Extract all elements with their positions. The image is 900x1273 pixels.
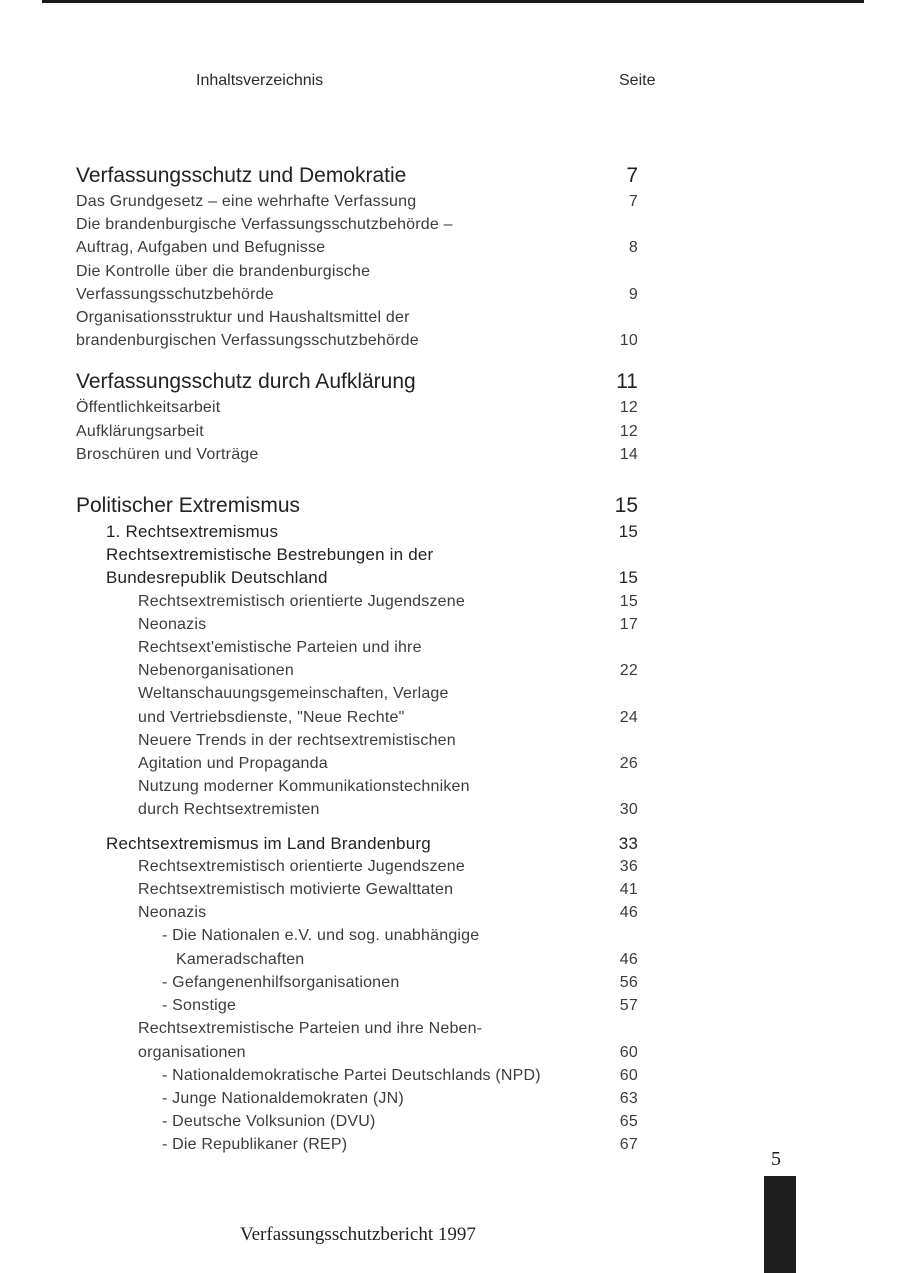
toc-entry	[76, 329, 646, 352]
toc-entry	[76, 443, 646, 466]
toc-entry	[76, 855, 646, 878]
toc-entry-title: Rechtsext'emistische Parteien und ihre	[138, 639, 422, 657]
toc-entry	[76, 396, 646, 419]
toc-entry	[76, 994, 646, 1017]
toc-entry	[76, 590, 646, 613]
toc-entry-title: Rechtsextremistisch orientierte Jugendszene	[138, 857, 465, 875]
toc-entry	[76, 1064, 646, 1087]
toc-entry	[76, 706, 646, 729]
toc-entry-title: und Vertriebsdienste, "Neue Rechte"	[138, 708, 405, 726]
toc-entry	[76, 948, 646, 971]
toc-entry	[76, 878, 646, 901]
toc-entry-title: Verfassungsschutzbehörde	[76, 285, 274, 303]
toc-entry	[76, 306, 646, 329]
toc-entry-title: Neuere Trends in der rechtsextremistischen	[138, 731, 456, 749]
toc-entry-title: Rechtsextremistisch motivierte Gewalttaten	[138, 881, 454, 899]
toc-entry-title: - Deutsche Volksunion (DVU)	[162, 1113, 376, 1131]
toc-entry	[76, 162, 646, 190]
toc-entry-page: 57	[619, 997, 638, 1015]
toc-entry-page: 7	[628, 193, 638, 210]
toc-entry	[76, 1017, 646, 1040]
toc-entry-title: Kameradschaften	[176, 950, 305, 968]
toc-entry	[76, 260, 646, 283]
toc-entry	[76, 613, 646, 636]
toc-entry	[76, 775, 646, 798]
toc-entry-page: 56	[619, 973, 638, 991]
thumb-index-marker	[764, 1176, 796, 1273]
toc-entry	[76, 1133, 646, 1156]
toc-entry-title: Verfassungsschutz und Demokratie	[76, 164, 407, 187]
toc-entry	[76, 368, 646, 396]
toc-entry	[76, 420, 646, 443]
toc-entry	[76, 1041, 646, 1064]
toc-entry	[76, 1110, 646, 1133]
toc-entry-title: Politischer Extremismus	[76, 494, 301, 518]
toc-entry	[76, 971, 646, 994]
toc-entry	[76, 752, 646, 775]
toc-entry-page: 15	[619, 592, 638, 610]
toc-entry-title: Rechtsextremistisch orientierte Jugendszene	[138, 592, 465, 610]
toc-entry-page: 33	[618, 833, 638, 853]
toc-entry-title: organisationen	[138, 1043, 246, 1061]
toc-entry	[76, 901, 646, 924]
toc-entry-title: Öffentlichkeitsarbeit	[76, 399, 221, 417]
toc-entry-title: Die brandenburgische Verfassungsschutzbehörde –	[76, 216, 453, 234]
toc-entry	[76, 213, 646, 236]
toc-entry-page: 41	[619, 881, 638, 899]
toc-entry-title: 1. Rechtsextremismus	[106, 522, 279, 542]
toc-entry-title: Aufklärungsarbeit	[76, 422, 204, 440]
toc-entry	[76, 283, 646, 306]
toc-entry-page: 8	[628, 239, 638, 257]
toc-entry	[76, 190, 646, 213]
toc-entry-title: Broschüren und Vorträge	[76, 445, 259, 463]
toc-entry-page: 15	[614, 494, 638, 518]
toc-entry-page: 14	[619, 445, 638, 463]
toc-entry-title: - Junge Nationaldemokraten (JN)	[162, 1089, 404, 1107]
toc-entry-title: Weltanschauungsgemeinschaften, Verlage	[138, 685, 449, 703]
toc-entry-title: - Die Republikaner (REP)	[162, 1136, 348, 1154]
toc-entry-title: - Gefangenenhilfsorganisationen	[162, 973, 400, 991]
toc-entry-page: 24	[619, 708, 638, 726]
toc-entry-title: - Die Nationalen e.V. und sog. unabhängige	[162, 927, 480, 945]
toc-entry-page: 46	[619, 950, 638, 968]
toc-entry	[76, 798, 646, 821]
toc-entry	[76, 1087, 646, 1110]
toc-entry-title: Organisationsstruktur und Haushaltsmittel der	[76, 309, 410, 327]
toc-entry-page: 7	[626, 164, 638, 187]
toc-entry-title: Verfassungsschutz durch Aufklärung	[76, 370, 416, 394]
toc-entry-page: 60	[619, 1043, 638, 1061]
toc-entry-title: Nebenorganisationen	[138, 662, 294, 680]
toc-entry-title: Auftrag, Aufgaben und Befugnisse	[76, 239, 326, 257]
toc-entry	[76, 924, 646, 947]
toc-entry	[76, 236, 646, 259]
toc-entry-page: 17	[619, 615, 638, 633]
page-column-heading: Seite	[619, 72, 656, 89]
toc-entry-page: 12	[619, 422, 638, 440]
toc-entry-title: Agitation und Propaganda	[138, 755, 328, 773]
toc-entry-title: durch Rechtsextremisten	[138, 801, 320, 819]
table-of-contents	[76, 162, 646, 1157]
toc-entry-title: Die Kontrolle über die brandenburgische	[76, 262, 371, 280]
toc-entry-page: 65	[619, 1113, 638, 1131]
toc-entry	[76, 832, 646, 855]
footer-title: Verfassungsschutzbericht 1997	[240, 1224, 476, 1245]
toc-entry-page: 67	[619, 1136, 638, 1154]
toc-entry-title: Neonazis	[138, 615, 207, 633]
toc-entry-title: Rechtsextremismus im Land Brandenburg	[106, 833, 431, 853]
toc-entry-page: 60	[619, 1066, 638, 1084]
toc-entry	[76, 543, 646, 566]
toc-entry-page: 22	[619, 662, 638, 680]
toc-entry-page: 46	[619, 904, 638, 922]
toc-entry	[76, 636, 646, 659]
toc-entry	[76, 729, 646, 752]
toc-entry	[76, 659, 646, 682]
toc-entry-title: Das Grundgesetz – eine wehrhafte Verfassung	[76, 193, 417, 210]
toc-entry-page: 30	[619, 801, 638, 819]
toc-entry-page: 15	[618, 522, 638, 542]
toc-entry-title: Bundesrepublik Deutschland	[106, 568, 328, 588]
toc-entry-page: 63	[619, 1089, 638, 1107]
toc-entry-page: 10	[619, 332, 638, 350]
toc-entry-page: 26	[619, 755, 638, 773]
toc-entry-page: 36	[619, 857, 638, 875]
toc-entry	[76, 492, 646, 520]
toc-entry-title: Neonazis	[138, 904, 207, 922]
toc-heading: Inhaltsverzeichnis	[196, 72, 324, 89]
toc-entry-title: brandenburgischen Verfassungsschutzbehörde	[76, 332, 419, 350]
page-number: 5	[771, 1148, 781, 1170]
toc-entry-title: Rechtsextremistische Parteien und ihre Neben-	[138, 1020, 483, 1038]
toc-entry-title: Nutzung moderner Kommunikationstechniken	[138, 778, 470, 796]
toc-entry	[76, 520, 646, 543]
toc-entry-page: 9	[628, 285, 638, 303]
toc-entry-title: - Nationaldemokratische Partei Deutschlands (NPD)	[162, 1066, 541, 1084]
toc-entry	[76, 682, 646, 705]
toc-entry-page: 15	[618, 568, 638, 588]
toc-entry-title: - Sonstige	[162, 997, 237, 1015]
toc-entry-page: 12	[619, 399, 638, 417]
toc-entry-page: 11	[616, 370, 638, 394]
top-rule	[42, 0, 864, 3]
toc-entry	[76, 566, 646, 589]
toc-entry-title: Rechtsextremistische Bestrebungen in der	[106, 545, 434, 565]
